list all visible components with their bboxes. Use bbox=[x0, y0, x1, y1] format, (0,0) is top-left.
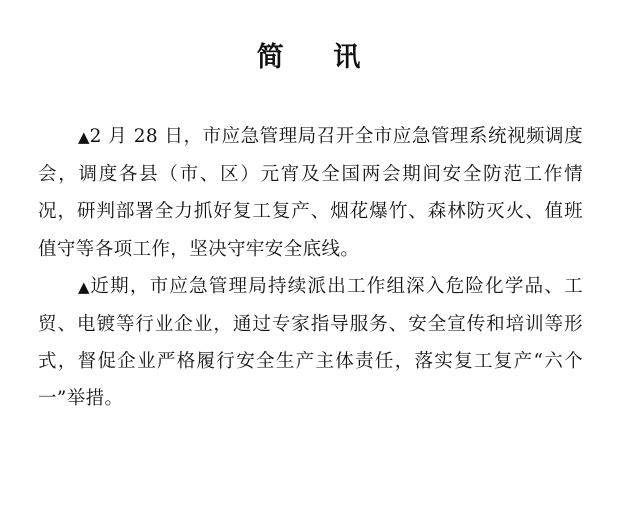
document-body bbox=[38, 118, 583, 418]
document-title: 简 讯 bbox=[256, 42, 381, 73]
news-item-2 bbox=[38, 268, 583, 418]
news-item-1 bbox=[38, 118, 583, 268]
news-item-text: 近期，市应急管理局持续派出工作组深入危险化学品、工贸、电镀等行业企业，通过专家指导服务、安全宣传和培训等形式，督促企业严格履行安全生产主体责任，落实复工复产“六个一”举措。 bbox=[38, 275, 583, 410]
triangle-bullet-icon: ▲ bbox=[78, 277, 91, 296]
news-item-text: 2 月 28 日，市应急管理局召开全市应急管理系统视频调度会，调度各县（市、区）元宵及全国两会期间安全防范工作情况，研判部署全力抓好复工复产、烟花爆竹、森林防灭火、值班值守等各项工作，坚决守牢安全底线。 bbox=[38, 126, 583, 260]
triangle-bullet-icon: ▲ bbox=[78, 128, 90, 146]
